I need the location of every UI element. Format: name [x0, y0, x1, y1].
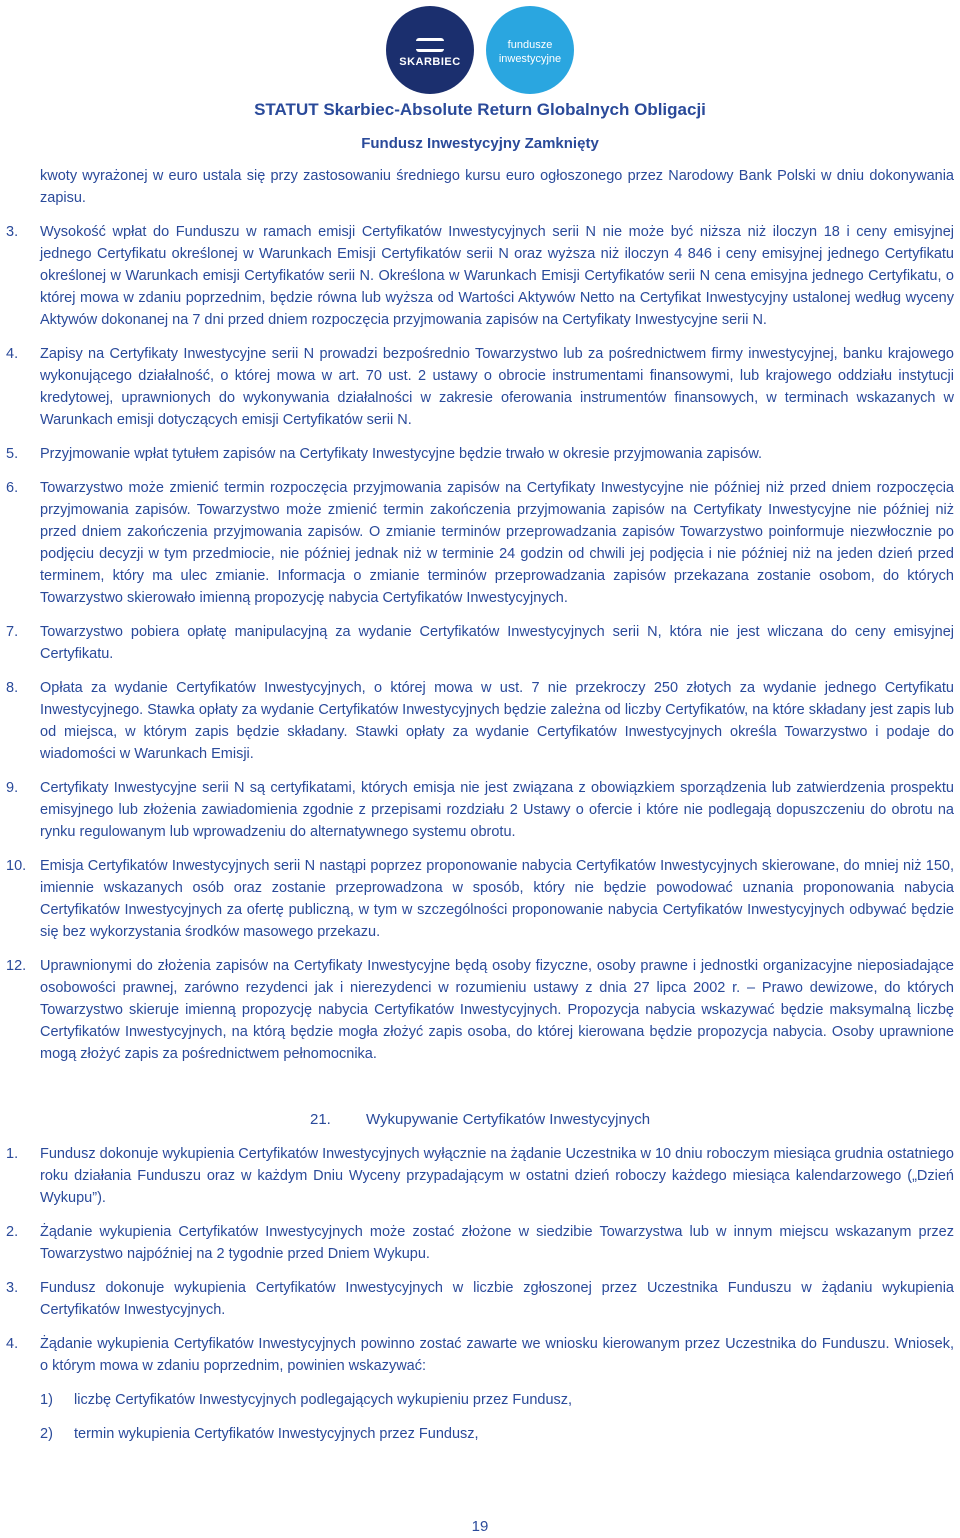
item-text: Żądanie wykupienia Certyfikatów Inwestycyjnych może zostać złożone w siedzibie Towarzystwa lub w innym miejscu wskazanym przez Towarzystwo najpóźniej na 2 tygodnie przed Dniem Wykupu.	[40, 1224, 954, 1262]
section-title: Wykupywanie Certyfikatów Inwestycyjnych	[366, 1111, 651, 1128]
list-item	[0, 955, 960, 1065]
list-item	[0, 677, 960, 765]
item-number: 8.	[6, 680, 19, 696]
item-text: Fundusz dokonuje wykupienia Certyfikatów Inwestycyjnych wyłącznie na żądanie Uczestnika w 10 dniu roboczym miesiąca grudnia ostatniego roku działania Funduszu oraz w każdym Dniu Wyceny przypadającym w ostatni dzień roboczy każdego miesiąca kalendarzowego („Dzień Wykupu”).	[40, 1146, 954, 1206]
list-item	[0, 855, 960, 943]
item-text: Emisja Certyfikatów Inwestycyjnych serii N nastąpi poprzez proponowanie nabycia Certyfikatów Inwestycyjnych skierowane, do mniej niż 150, imiennie wskazanych osób oraz zostanie przeprowadzona w sposób, który nie będzie powodować uznania proponowania nabycia Certyfikatów Inwestycyjnych za ofertę publiczną, w tym w szczególności proponowanie nabycia Certyfikatów Inwestycyjnych odbywać będzie się bez wykorzystania środków masowego przekazu.	[40, 858, 954, 940]
item-number: 6.	[6, 480, 19, 496]
item-text: Certyfikaty Inwestycyjne serii N są certyfikatami, których emisja nie jest związana z obowiązkiem sporządzenia lub zatwierdzenia prospektu emisyjnego lub złożenia zawiadomienia zgodnie z przepisami rozdziału 2 Ustawy o ofercie i które nie podlegają dopuszczeniu do obrotu na rynku regulowanym lub wprowadzeniu do alternatywnego systemu obrotu.	[40, 780, 954, 840]
fundusze-logo-line2: inwestycyjne	[498, 53, 562, 65]
section-heading	[0, 1109, 960, 1131]
fundusze-logo	[486, 6, 574, 94]
list-item	[0, 221, 960, 331]
list-item	[0, 777, 960, 843]
item-text: Opłata za wydanie Certyfikatów Inwestycyjnych, o której mowa w ust. 7 nie przekroczy 250 złotych za wydanie jednego Certyfikatu Inwestycyjnego. Stawka opłaty za wydanie Certyfikatów Inwestycyjnych będzie zależna od liczby Certyfikatów, na które składany jest zapis lub od miejsca, w którym zapis będzie składany. Stawki opłaty za wydanie Certyfikatów Inwestycyjnych określa Towarzystwo i podaje do wiadomości w Warunkach Emisji.	[40, 680, 954, 762]
item-number: 3.	[6, 1280, 19, 1296]
section-number: 21.	[310, 1111, 331, 1128]
fundusze-logo-line1: fundusze	[507, 39, 553, 51]
document-title: STATUT Skarbiec-Absolute Return Globalnych Obligacji	[254, 100, 706, 119]
item-number: 4.	[6, 1336, 19, 1352]
list-item	[0, 1221, 960, 1265]
list-item	[0, 621, 960, 665]
sub-item-text: liczbę Certyfikatów Inwestycyjnych podlegających wykupieniu przez Fundusz,	[74, 1392, 573, 1408]
list-item	[0, 343, 960, 431]
sub-item-number: 2)	[40, 1426, 53, 1442]
item-text: Zapisy na Certyfikaty Inwestycyjne serii N prowadzi bezpośrednio Towarzystwo lub za pośrednictwem firmy inwestycyjnej, banku krajowego wykonującego działalność, o której mowa w art. 70 ust. 2 ustawy o obrocie instrumentami finansowymi, lub krajowego oddziału instytucji kredytowej, uprawnionych do wykonywania działalności w zakresie oferowania instrumentów finansowych, w terminach wskazanych w Warunkach emisji dotyczących emisji Certyfikatów serii N.	[40, 346, 954, 428]
list-item	[0, 1333, 960, 1377]
item-number: 1.	[6, 1146, 19, 1162]
item-number: 7.	[6, 624, 19, 640]
skarbiec-logo-text: SKARBIEC	[399, 56, 461, 68]
item-number: 10.	[6, 858, 27, 874]
skarbiec-mark-icon	[416, 38, 444, 52]
item-number: 4.	[6, 346, 19, 362]
skarbiec-logo	[386, 6, 474, 94]
page-number: 19	[471, 1518, 489, 1535]
sub-list-item	[0, 1389, 960, 1411]
sub-item-text: termin wykupienia Certyfikatów Inwestycyjnych przez Fundusz,	[74, 1426, 479, 1442]
list-item	[0, 1143, 960, 1209]
sub-list-item	[0, 1423, 960, 1445]
list-item	[0, 443, 960, 465]
item-number: 12.	[6, 958, 27, 974]
item-number: 3.	[6, 224, 19, 240]
item-text: Wysokość wpłat do Funduszu w ramach emisji Certyfikatów Inwestycyjnych serii N nie może być niższa niż iloczyn 18 i ceny emisyjnej jednego Certyfikatu określonej w Warunkach Emisji Certyfikatów serii N oraz wyższa niż iloczyn 4 846 i ceny emisyjnej jednego Certyfikatu określonej w Warunkach emisji Certyfikatów serii N. Określona w Warunkach Emisji Certyfikatów serii N cena emisyjna jednego Certyfikatu, o której mowa w zdaniu poprzednim, będzie równa lub wyższa od Wartości Aktywów Netto na Certyfikat Inwestycyjny ustalonej według wyceny Aktywów dokonanej na 7 dni przed dniem rozpoczęcia przyjmowania zapisów na Certyfikaty Inwestycyjne serii N.	[40, 224, 954, 328]
item-number: 5.	[6, 446, 19, 462]
item-number: 2.	[6, 1224, 19, 1240]
item-text: Towarzystwo może zmienić termin rozpoczęcia przyjmowania zapisów na Certyfikaty Inwestycyjne nie później niż przed dniem rozpoczęcia przyjmowania zapisów. Towarzystwo może zmienić termin zakończenia przyjmowania zapisów na Certyfikaty Inwestycyjne nie później niż przed dniem zakończenia przyjmowania zapisów. O zmianie terminów przeprowadzania zapisów Towarzystwo poinformuje niezwłocznie po podjęciu decyzji w tym przedmiocie, nie później jednak niż w terminie 24 godzin od chwili jej podjęcia i nie później niż na jeden dzień przed terminem, który ma ulec zmianie. Informacja o zmianie terminów przeprowadzania zapisów przekazana zostanie osobom, do których Towarzystwo skierowało imienną propozycję nabycia Certyfikatów Inwestycyjnych.	[40, 480, 954, 606]
item-text: Uprawnionymi do złożenia zapisów na Certyfikaty Inwestycyjne będą osoby fizyczne, osoby prawne i jednostki organizacyjne nieposiadające osobowości prawnej, zarówno rezydenci jak i nierezydenci w rozumieniu ustawy z dnia 27 lipca 2002 r. – Prawo dewizowe, do których Towarzystwo skieruje imienną propozycję nabycia Certyfikatów Inwestycyjnych. Propozycja nabycia wskazywać będzie maksymalną liczbę Certyfikatów Inwestycyjnych, na którą będzie mogła złożyć zapis osoba, do której kierowana będzie propozycja nabycia. Osoby uprawnione mogą złożyć zapis za pośrednictwem pełnomocnika.	[40, 958, 954, 1062]
continuation-paragraph: kwoty wyrażonej w euro ustala się przy zastosowaniu średniego kursu euro ogłoszonego przez Narodowy Bank Polski w dniu dokonywania zapisu.	[40, 168, 954, 206]
list-item	[0, 477, 960, 609]
item-text: Fundusz dokonuje wykupienia Certyfikatów Inwestycyjnych w liczbie zgłoszonej przez Uczestnika Funduszu w żądaniu wykupienia Certyfikatów Inwestycyjnych.	[40, 1280, 954, 1318]
sub-item-number: 1)	[40, 1392, 53, 1408]
document-body	[0, 165, 960, 1445]
item-number: 9.	[6, 780, 19, 796]
item-text: Żądanie wykupienia Certyfikatów Inwestycyjnych powinno zostać zawarte we wniosku kierowanym przez Uczestnika do Funduszu. Wniosek, o którym mowa w zdaniu poprzednim, powinien wskazywać:	[40, 1336, 954, 1374]
document-subtitle: Fundusz Inwestycyjny Zamknięty	[361, 135, 599, 152]
item-text: Przyjmowanie wpłat tytułem zapisów na Certyfikaty Inwestycyjne będzie trwało w okresie przyjmowania zapisów.	[40, 446, 763, 462]
item-text: Towarzystwo pobiera opłatę manipulacyjną za wydanie Certyfikatów Inwestycyjnych serii N, która nie jest wliczana do ceny emisyjnej Certyfikatu.	[40, 624, 954, 662]
page-header	[0, 0, 960, 160]
list-item	[0, 1277, 960, 1321]
